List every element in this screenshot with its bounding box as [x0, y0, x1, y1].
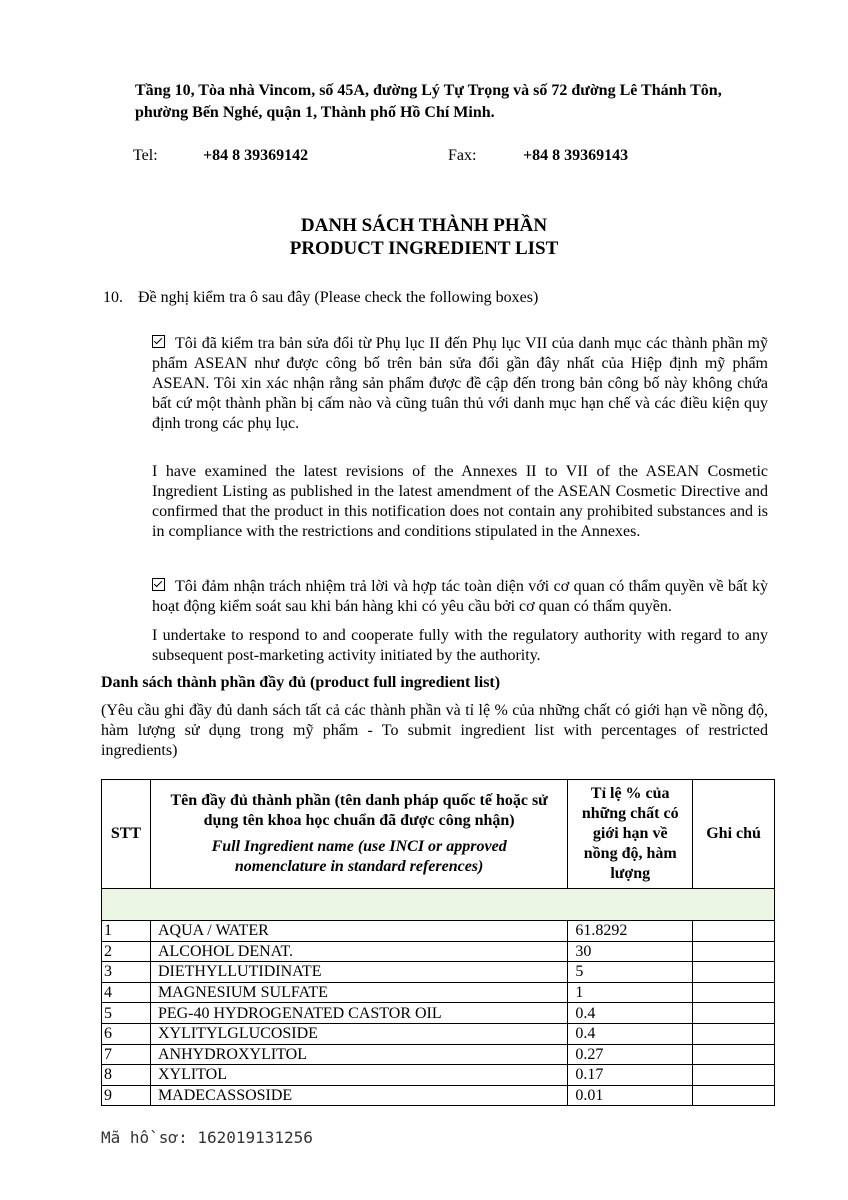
checked-box-icon[interactable] — [152, 578, 165, 591]
cell-name: DIETHYLLUTIDINATE — [150, 962, 567, 983]
fax-value: +84 8 39369143 — [523, 147, 629, 164]
cell-note — [693, 921, 775, 942]
table-row — [102, 941, 775, 962]
item-2-vi-text: Tôi đảm nhận trách nhiệm trả lời và hợp tác toàn diện với cơ quan có thẩm quyền về bất kỳ hoạt động kiểm soát sau khi bán hàng khi có yêu cầu bởi cơ quan có thẩm quyền. — [152, 578, 768, 615]
full-list-note: (Yêu cầu ghi đầy đủ danh sách tất cả các thành phần và tỉ lệ % của những chất có giới hạn về nồng độ, hàm lượng sử dụng trong mỹ phẩm - To submit ingredient list with percentages of restricted ingredients) — [101, 702, 768, 759]
cell-pct: 1 — [568, 982, 693, 1003]
tel-value: +84 8 39369142 — [203, 147, 309, 164]
cell-pct: 0.4 — [568, 1003, 693, 1024]
table-header-row — [102, 780, 775, 889]
cell-pct: 0.27 — [568, 1044, 693, 1065]
section-number: 10. — [103, 289, 123, 306]
fax-label: Fax: — [448, 147, 477, 164]
col-stt-header: STT — [102, 780, 151, 889]
cell-note — [693, 962, 775, 983]
tel-label: Tel: — [133, 147, 158, 164]
cell-note — [693, 1003, 775, 1024]
cell-pct: 5 — [568, 962, 693, 983]
address-line-2: phường Bến Nghé, quận 1, Thành phố Hồ Chí Minh. — [135, 104, 495, 121]
col-name-vi: Tên đầy đủ thành phần (tên danh pháp quốc tế hoặc sử dụng tên khoa học chuẩn đã được công nhận) — [170, 792, 548, 829]
checklist-item-1-en: I have examined the latest revisions of the Annexes II to VII of the ASEAN Cosmetic Ingredient Listing as published in the latest amendment of the ASEAN Cosmetic Directive and confirmed that the product in this notification does not contain any prohibited substances and is in compliance with the restrictions and conditions stipulated in the Annexes. — [152, 463, 768, 540]
cell-stt: 5 — [102, 1003, 151, 1024]
cell-name: MADECASSOSIDE — [150, 1085, 567, 1106]
cell-pct: 61.8292 — [568, 921, 693, 942]
cell-note — [693, 1023, 775, 1044]
cell-stt: 6 — [102, 1023, 151, 1044]
cell-name: XYLITOL — [150, 1065, 567, 1086]
cell-stt: 7 — [102, 1044, 151, 1065]
title-vi: DANH SÁCH THÀNH PHẦN — [300, 215, 548, 236]
full-list-heading: Danh sách thành phần đầy đủ (product full ingredient list) — [101, 674, 501, 691]
table-row — [102, 1044, 775, 1065]
cell-stt: 1 — [102, 921, 151, 942]
cell-note — [693, 982, 775, 1003]
col-name-en: Full Ingredient name (use INCI or approved nomenclature in standard references) — [211, 838, 507, 875]
cell-name: PEG-40 HYDROGENATED CASTOR OIL — [150, 1003, 567, 1024]
cell-note — [693, 1085, 775, 1106]
col-pct-header: Tỉ lệ % của những chất có giới hạn về nồng độ, hàm lượng — [568, 780, 693, 889]
table-row — [102, 962, 775, 983]
dossier-code: Mã hồ sơ: 162019131256 — [101, 1128, 313, 1147]
section-instruction: Đề nghị kiểm tra ô sau đây (Please check the following boxes) — [138, 289, 539, 306]
cell-stt: 3 — [102, 962, 151, 983]
cell-stt: 8 — [102, 1065, 151, 1086]
ingredient-table — [101, 779, 775, 1106]
cell-stt: 2 — [102, 941, 151, 962]
checklist-item-2-vi — [152, 577, 768, 617]
table-row — [102, 1065, 775, 1086]
checked-box-icon[interactable] — [152, 335, 165, 348]
table-row — [102, 982, 775, 1003]
table-row — [102, 1085, 775, 1106]
cell-stt: 4 — [102, 982, 151, 1003]
item-1-vi-text: Tôi đã kiểm tra bản sửa đổi từ Phụ lục II đến Phụ lục VII của danh mục các thành phần mỹ phẩm ASEAN như được công bố trên bản sửa đổi gần đây nhất của Hiệp định mỹ phẩm ASEAN. Tôi xin xác nhận rằng sản phẩm được đề cập đến trong bản công bố này không chứa bất cứ một thành phần bị cấm nào và cũng tuân thủ với danh mục hạn chế và các điều kiện quy định trong các phụ lục. — [152, 335, 768, 432]
address-line-1: Tầng 10, Tòa nhà Vincom, số 45A, đường Lý Tự Trọng và số 72 đường Lê Thánh Tôn, — [135, 82, 722, 99]
table-row — [102, 1023, 775, 1044]
cell-pct: 0.01 — [568, 1085, 693, 1106]
cell-pct: 0.17 — [568, 1065, 693, 1086]
cell-note — [693, 941, 775, 962]
col-note-header: Ghi chú — [693, 780, 775, 889]
col-name-header — [150, 780, 567, 889]
cell-note — [693, 1044, 775, 1065]
table-row — [102, 1003, 775, 1024]
cell-name: XYLITYLGLUCOSIDE — [150, 1023, 567, 1044]
cell-name: AQUA / WATER — [150, 921, 567, 942]
cell-pct: 0.4 — [568, 1023, 693, 1044]
cell-pct: 30 — [568, 941, 693, 962]
shaded-row — [102, 889, 775, 921]
cell-name: MAGNESIUM SULFATE — [150, 982, 567, 1003]
cell-name: ALCOHOL DENAT. — [150, 941, 567, 962]
cell-note — [693, 1065, 775, 1086]
company-address — [135, 80, 785, 124]
checklist-item-1-vi — [152, 334, 768, 434]
checklist-item-2-en: I undertake to respond to and cooperate fully with the regulatory authority with regard to any subsequent post-marketing activity initiated by the authority. — [152, 627, 768, 664]
cell-stt: 9 — [102, 1085, 151, 1106]
title-en: PRODUCT INGREDIENT LIST — [289, 238, 559, 259]
table-row — [102, 921, 775, 942]
cell-name: ANHYDROXYLITOL — [150, 1044, 567, 1065]
